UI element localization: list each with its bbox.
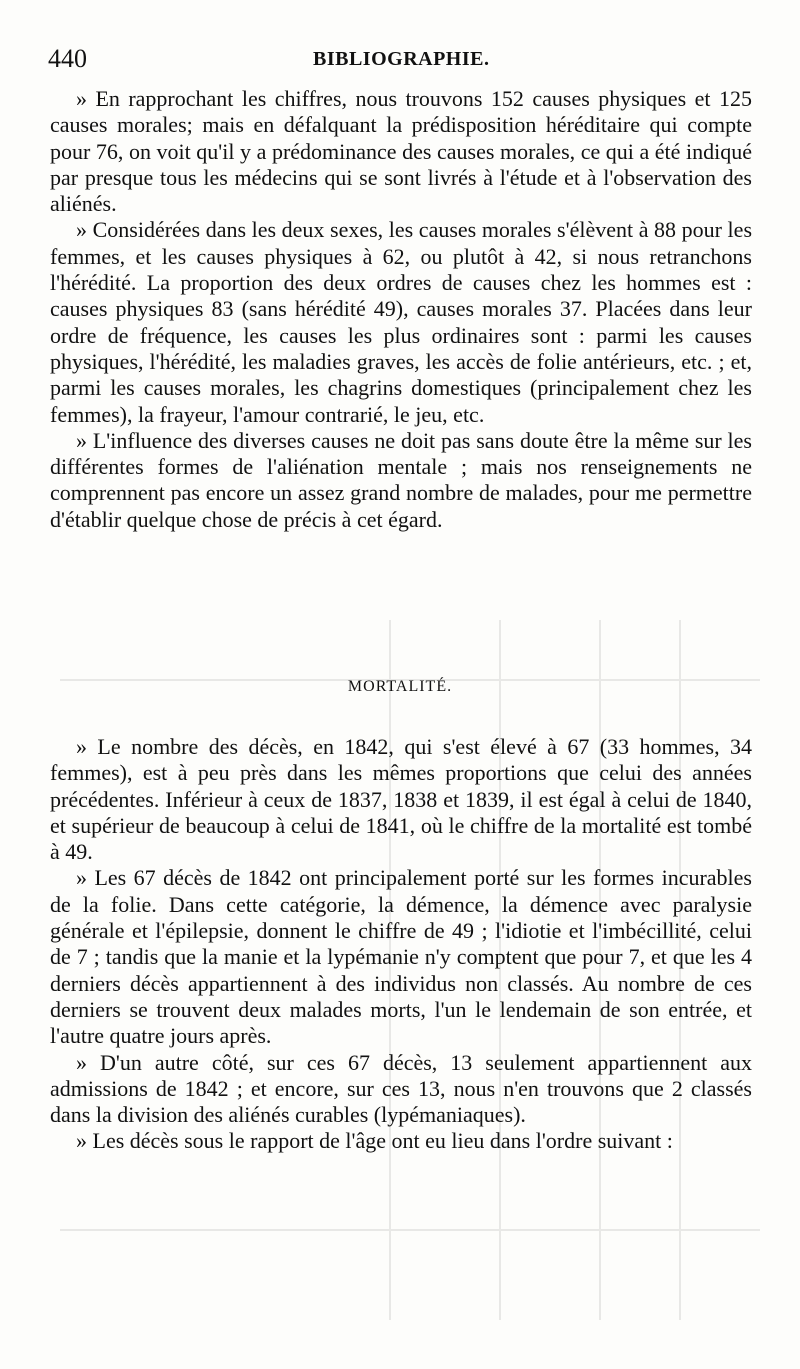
paragraph: » L'influence des diverses causes ne doit pas sans doute être la même sur les différentes formes de l'aliénation mentale ; mais nos renseignements ne comprennent pas encore un assez grand nombre de malades, pour me permettre d'établir quelque chose de précis à cet égard. bbox=[50, 427, 752, 532]
body-text-causes bbox=[50, 86, 752, 533]
section-title: MORTALITÉ. bbox=[347, 678, 453, 695]
paragraph: » Considérées dans les deux sexes, les causes morales s'élèvent à 88 pour les femmes, et les causes physiques à 62, ou plutôt à 42, si nous retranchons l'hérédité. La proportion des deux ordres de causes chez les hommes est : causes physiques 83 (sans hérédité 49), causes morales 37. Placées dans leur ordre de fréquence, les causes les plus ordinaires sont : parmi les causes physiques, l'hérédité, les maladies graves, les accès de folie antérieurs, etc. ; et, parmi les causes morales, les chagrins domestiques (principalement chez les femmes), la frayeur, l'amour contrarié, le jeu, etc. bbox=[50, 217, 752, 427]
page-number: 440 bbox=[48, 44, 87, 73]
paragraph: » Les 67 décès de 1842 ont principalement porté sur les formes incurables de la folie. Dans cette catégorie, la démence, la démence avec paralysie générale et l'épilepsie, donnent le chiffre de 49 ; l'idiotie et l'imbécillité, celui de 7 ; tandis que la manie et la lypémanie n'y comptent que pour 7, et que les 4 derniers décès appartiennent à des individus non classés. Au nombre de ces derniers se trouvent deux malades morts, l'un le lendemain de son entrée, et l'autre quatre jours après. bbox=[50, 865, 752, 1049]
page-header bbox=[48, 44, 752, 78]
paragraph: » En rapprochant les chiffres, nous trouvons 152 causes physiques et 125 causes morales; mais en défalquant la prédisposition héréditaire qui compte pour 76, on voit qu'il y a prédominance des causes morales, ce qui a été indiqué par presque tous les médecins qui se sont livrés à l'étude et à l'observation des aliénés. bbox=[50, 86, 752, 217]
running-head: BIBLIOGRAPHIE. bbox=[313, 48, 490, 70]
body-text-mortality bbox=[50, 734, 752, 1155]
paragraph: » D'un autre côté, sur ces 67 décès, 13 seulement appartiennent aux admissions de 1842 ; et encore, sur ces 13, nous n'en trouvons que 2 classés dans la division des aliénés curables (lypémaniaques). bbox=[50, 1049, 752, 1128]
paragraph: » Le nombre des décès, en 1842, qui s'est élevé à 67 (33 hommes, 34 femmes), est à peu près dans les mêmes proportions que celui des années précédentes. Inférieur à ceux de 1837, 1838 et 1839, il est égal à celui de 1840, et supérieur de beaucoup à celui de 1841, où le chiffre de la mortalité est tombé à 49. bbox=[50, 734, 752, 865]
paragraph: » Les décès sous le rapport de l'âge ont eu lieu dans l'ordre suivant : bbox=[76, 1128, 673, 1154]
